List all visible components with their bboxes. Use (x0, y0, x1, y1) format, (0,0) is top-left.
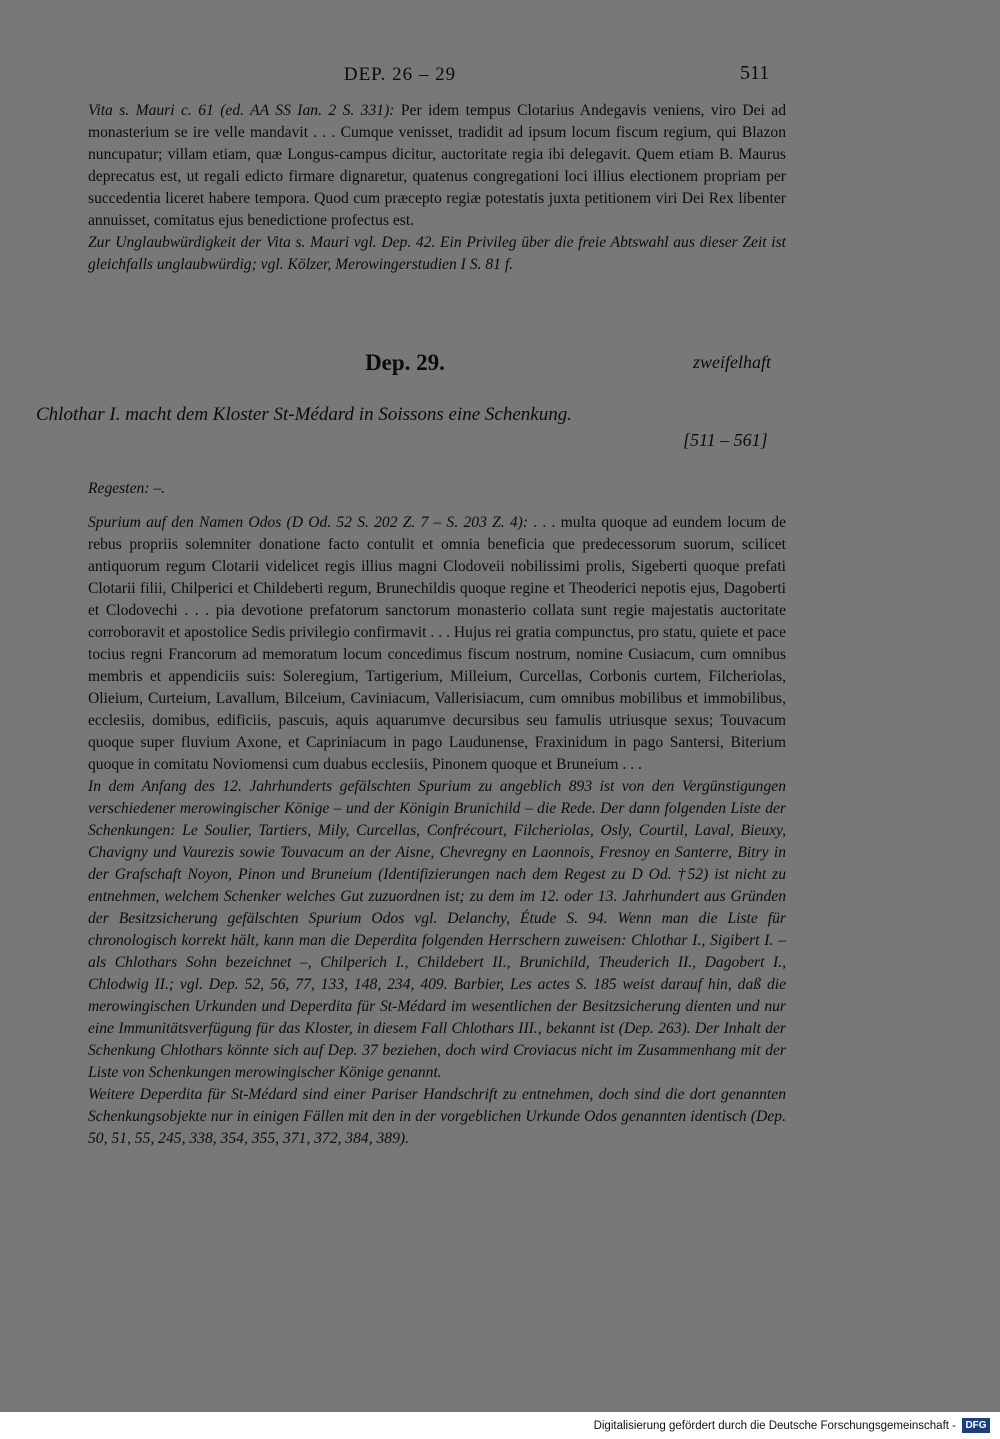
footer-bar (0, 1412, 1000, 1439)
main-section (88, 478, 786, 1150)
commentary-paragraph-1: In dem Anfang des 12. Jahrhunderts gefälschten Spurium zu angeblich 893 ist von den Vergünstigungen verschiedener merowingischer Könige – und der Königin Brunichild – die Rede. Der dann folgenden Liste der Schenkungen: Le Soulier, Tartiers, Mily, Curcellas, Confrécourt, Filcheriolas, Osly, Courtil, Laval, Bieuxy, Chavigny und Vaurezis sowie Touvacum an der Aisne, Chevregny en Laonnois, Fresnoy en Santerre, Bitry in der Grafschaft Noyon, Pinon und Bruneium (Identifizierungen nach dem Regest zu D Od. †52) ist nicht zu entnehmen, welchem Schenker welches Gut zuzuordnen ist; zu dem im 12. oder 13. Jahrhundert aus Gründen der Besitzsicherung gefälschten Spurium Odos vgl. Delanchy, Étude S. 94. Wenn man die Liste für chronologisch korrekt hält, kann man die Deperdita folgenden Herrschern zuweisen: Chlothar I., Sigibert I. – als Chlothars Sohn bezeichnet –, Chilperich I., Childebert II., Brunichild, Theuderich II., Dagobert I., Chlodwig II.; vgl. Dep. 52, 56, 77, 133, 148, 234, 409. Barbier, Les actes S. 185 weist darauf hin, daß die merowingischen Urkunden und Deperdita für St-Médard im wesentlichen der Besitzsicherung dienten und nur eine Immunitätsverfügung für das Kloster, in diesem Fall Chlothars III., bekannt ist (Dep. 263). Der Inhalt der Schenkung Chlothars könnte sich auf Dep. 37 beziehen, doch wird Croviacus nicht im Zusammenhang mit der Liste von Schenkungen merowingischer Könige genannt. (88, 778, 786, 1081)
vita-note: Zur Unglaubwürdigkeit der Vita s. Mauri vgl. Dep. 42. Ein Privileg über die freie Abtswahl aus dieser Zeit ist gleichfalls unglaubwürdig; vgl. Kölzer, Merowingerstudien I S. 81 f. (88, 234, 786, 273)
dfg-logo-icon: DFG (962, 1418, 990, 1433)
vita-section (88, 100, 786, 276)
spurium-paragraph (88, 512, 786, 776)
dep-status: zweifelhaft (693, 352, 771, 372)
page-number: 511 (740, 62, 770, 84)
dep-subject: Chlothar I. macht dem Kloster St-Médard in Soissons eine Schenkung. (36, 404, 572, 425)
regesten: Regesten: –. (88, 480, 166, 497)
spurium-source: Spurium auf den Namen Odos (D Od. 52 S. 202 Z. 7 – S. 203 Z. 4): (88, 514, 529, 531)
commentary-paragraph-2: Weitere Deperdita für St-Médard sind einer Pariser Handschrift zu entnehmen, doch sind die dort genannten Schenkungsobjekte nur in einigen Fällen mit den in der vorgeblichen Urkunde Odos genannten identisch (Dep. 50, 51, 55, 245, 338, 354, 355, 371, 372, 384, 389). (88, 1086, 786, 1147)
footer-text: Digitalisierung gefördert durch die Deutsche Forschungsgemeinschaft - (593, 1420, 956, 1432)
vita-source: Vita s. Mauri c. 61 (ed. AA SS Ian. 2 S. 331): (88, 102, 395, 119)
running-header: DEP. 26 – 29 (343, 64, 457, 85)
vita-paragraph (88, 100, 786, 232)
spurium-text: . . . multa quoque ad eundem locum de rebus propriis solemniter donatione facto contulit et omnia beneficia que predecessorum suorum, scilicet antiquorum regum Clotarii videlicet regis illius magni Clodoveii nobilissimi prolis, Sigeberti quoque prefati Clotarii filii, Chilperici et Childeberti regum, Brunechildis quoque regine et Theoderici nepotis ejus, Dagoberti et Clodovechi . . . pia devotione prefatorum sanctorum monasterio collata sunt regie majestatis auctoritate corroboravit et apostolice Sedis privilegio confirmavit . . . Hujus rei gratia compunctus, pro statu, quiete et pace tocius regni Francorum ad memoratum locum concedimus fiscum nostrum, nomine Cusiacum, cum omnibus membris et appendiciis suis: Soleregium, Tartigerium, Milleium, Curcellas, Corbonis curtem, Filcheriolas, Olieium, Curteium, Lavallum, Bilceium, Caviniacum, Vallerisiacum, cum omnibus mobilibus et immobilibus, ecclesiis, domibus, edificiis, pascuis, aquis aquarumve decursibus seu famulis utriusque sexus; Touvacum quoque super fluvium Axone, et Capriniacum in pago Laudunense, Fraxinidum in pago Santersi, Biterium quoque in comitatu Noviomensi cum duabus ecclesiis, Pinonem quoque et Bruneium . . . (88, 514, 786, 773)
vita-text: Per idem tempus Clotarius Andegavis veniens, viro Dei ad monasterium se ire velle mandavit . . . Cumque venisset, tradidit ad ipsum locum fiscum regium, qui Blazon nuncupatur; villam etiam, quæ Longus-campus dicitur, auctoritate regia ibi delegavit. Quem etiam B. Maurus deprecatus est, ut regali edicto firmare dignaretur, quatenus congregationi loci illius electionem propriam per succedentia liceret habere tempora. Quod cum præcepto regiæ potestatis juxta petitionem viri Dei Rex libenter annuisset, comitatus ejus benedictione profectus est. (88, 102, 786, 229)
dep-title: Dep. 29. (365, 350, 445, 375)
dep-date: [511 – 561] (683, 430, 768, 450)
